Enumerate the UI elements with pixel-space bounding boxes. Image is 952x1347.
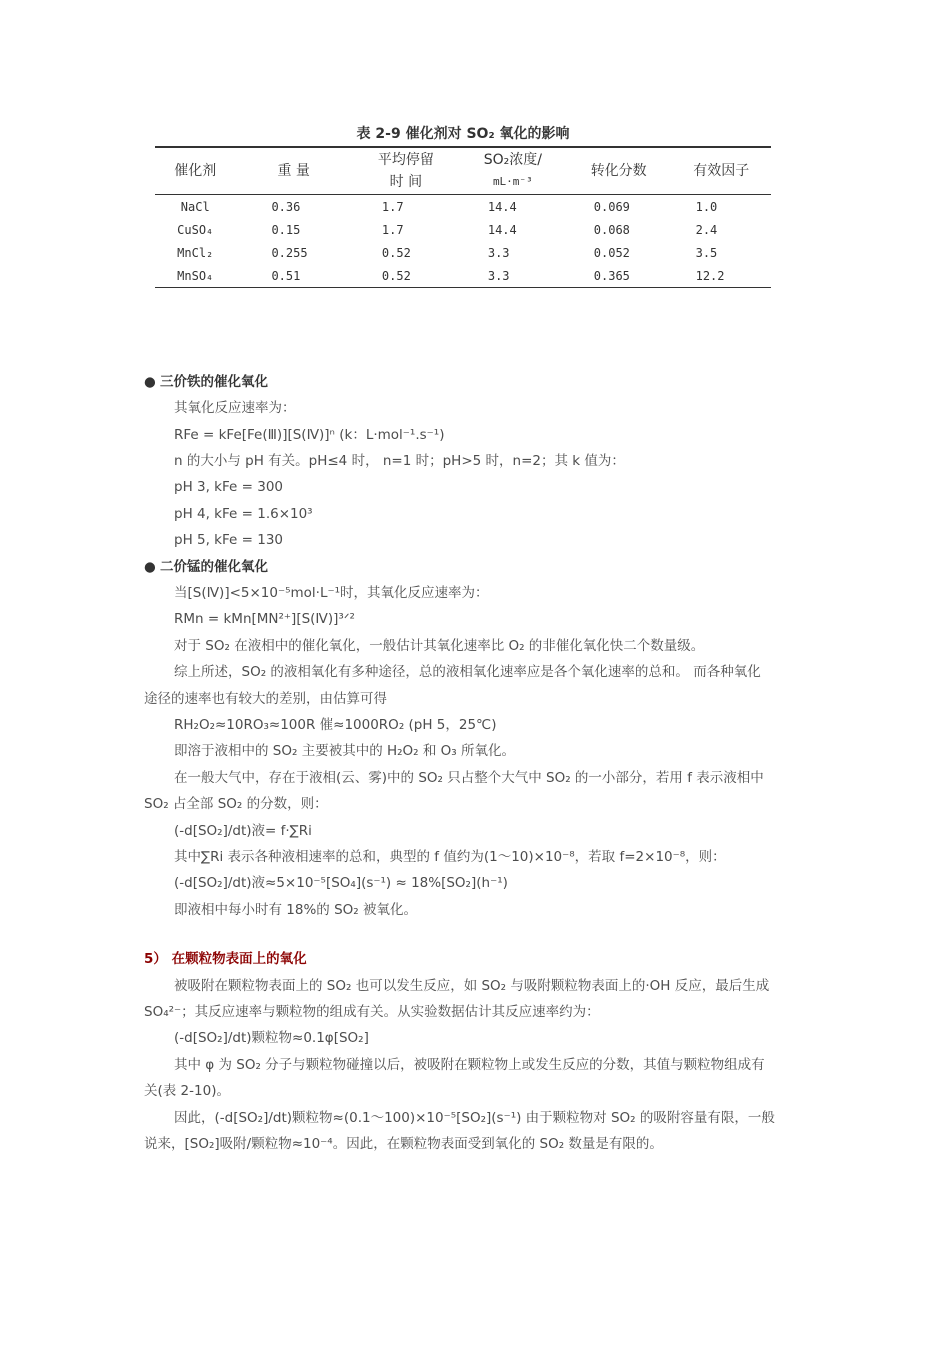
iron-ph5: pH 5, kFe = 130 — [174, 532, 283, 548]
iron-heading-text: 三价铁的催化氧化 — [160, 374, 268, 390]
cell-catalyst: MnSO₄ — [155, 264, 235, 288]
cell-catalyst: CuSO₄ — [177, 222, 214, 237]
header-so2-concentration — [460, 147, 566, 195]
table-row — [155, 241, 771, 264]
manganese-line-1: 当[S(Ⅳ)]<5×10⁻⁵mol·L⁻¹时，其氧化反应速率为： — [174, 585, 489, 601]
table-row — [155, 195, 771, 219]
manganese-heading-text: 二价锰的催化氧化 — [160, 559, 268, 575]
header-efficiency: 有效因子 — [672, 147, 771, 195]
iron-heading — [144, 372, 268, 392]
iron-ph4: pH 4, kFe = 1.6×10³ — [174, 506, 313, 522]
manganese-line-12: (-d[SO₂]/dt)液≈5×10⁻⁵[SO₄](s⁻¹) ≈ 18%[SO₂](h⁻¹) — [174, 875, 508, 891]
cell-conc: 3.3 — [487, 245, 510, 260]
manganese-line-9: SO₂ 占全部 SO₂ 的分数，则： — [144, 796, 328, 812]
header-residence-line2: 时 间 — [389, 174, 423, 190]
section5-line-1: 被吸附在颗粒物表面上的 SO₂ 也可以发生反应，如 SO₂ 与吸附颗粒物表面上的·OH 反应，最后生成 — [174, 978, 770, 994]
section5-heading: 5） 在颗粒物表面上的氧化 — [144, 951, 307, 967]
manganese-line-13: 即液相中每小时有 18%的 SO₂ 被氧化。 — [174, 902, 417, 918]
section5-line-2: SO₄²⁻；其反应速率与颗粒物的组成有关。从实验数据估计其反应速率约为： — [144, 1004, 600, 1020]
cell-conc: 3.3 — [460, 264, 566, 288]
cell-time: 0.52 — [352, 264, 460, 288]
manganese-line-10: (-d[SO₂]/dt)液= f·∑Ri — [174, 823, 312, 839]
manganese-line-6: RH₂O₂≈10RO₃≈100R 催≈1000RO₂ (pH 5，25℃) — [174, 717, 497, 733]
cell-conc: 14.4 — [487, 222, 517, 237]
table-title: 表 2-9 催化剂对 SO₂ 氧化的影响 — [356, 126, 570, 142]
bullet-icon: ● — [144, 374, 156, 390]
cell-conversion: 0.069 — [593, 199, 630, 214]
manganese-rate-equation: RMn = kMn[MN²⁺][S(Ⅳ)]³ᐟ² — [174, 611, 355, 627]
cell-weight: 0.51 — [235, 264, 351, 288]
bullet-icon: ● — [144, 559, 156, 575]
cell-catalyst: NaCl — [180, 199, 210, 214]
header-residence-time — [352, 147, 460, 195]
header-so2-line1: SO₂浓度/ — [483, 152, 542, 168]
manganese-line-8: 在一般大气中，存在于液相(云、雾)中的 SO₂ 只占整个大气中 SO₂ 的一小部分，若用 f 表示液相中 — [174, 770, 764, 786]
header-catalyst: 催化剂 — [155, 147, 235, 195]
table-row — [155, 264, 771, 288]
iron-line-1: 其氧化反应速率为： — [174, 400, 296, 416]
section5-line-7: 说来，[SO₂]吸附/颗粒物≈10⁻⁴。因此，在颗粒物表面受到氧化的 SO₂ 数量是有限的。 — [144, 1136, 663, 1152]
cell-weight: 0.255 — [271, 245, 308, 260]
header-so2-line2: mL·m⁻³ — [492, 175, 533, 188]
cell-weight: 0.15 — [271, 222, 301, 237]
cell-factor: 3.5 — [695, 245, 718, 260]
header-conversion: 转化分数 — [566, 147, 672, 195]
header-residence-line1: 平均停留 — [377, 152, 434, 168]
cell-factor: 1.0 — [695, 199, 718, 214]
cell-conc: 14.4 — [487, 199, 517, 214]
table-row — [155, 218, 771, 241]
cell-conversion: 0.052 — [593, 245, 630, 260]
cell-catalyst: MnCl₂ — [177, 245, 214, 260]
section5-line-3: (-d[SO₂]/dt)颗粒物≈0.1φ[SO₂] — [174, 1030, 369, 1046]
manganese-heading — [144, 557, 268, 577]
header-weight: 重 量 — [235, 147, 351, 195]
manganese-line-3: 对于 SO₂ 在液相中的催化氧化，一般估计其氧化速率比 O₂ 的非催化氧化快二个数量级。 — [174, 638, 705, 654]
iron-line-3: n 的大小与 pH 有关。pH≤4 时， n=1 时；pH>5 时，n=2；其 k 值为： — [174, 453, 625, 469]
cell-factor: 2.4 — [695, 222, 718, 237]
section5-line-5: 关(表 2-10)。 — [144, 1083, 230, 1099]
cell-conversion: 0.068 — [593, 222, 630, 237]
cell-conversion: 0.365 — [566, 264, 672, 288]
section5-line-6: 因此，(-d[SO₂]/dt)颗粒物≈(0.1～100)×10⁻⁵[SO₂](s⁻¹) 由于颗粒物对 SO₂ 的吸附容量有限，一般 — [174, 1110, 775, 1126]
manganese-line-11: 其中∑Ri 表示各种液相速率的总和，典型的 f 值约为(1～10)×10⁻⁸，若取 f=2×10⁻⁸，则： — [174, 849, 726, 865]
cell-weight: 0.36 — [271, 199, 301, 214]
manganese-line-5: 途径的速率也有较大的差别，由估算可得 — [144, 691, 387, 707]
manganese-line-4: 综上所述，SO₂ 的液相氧化有多种途径，总的液相氧化速率应是各个氧化速率的总和。 而各种氧化 — [174, 664, 761, 680]
cell-time: 0.52 — [381, 245, 411, 260]
cell-time: 1.7 — [381, 199, 404, 214]
cell-time: 1.7 — [381, 222, 404, 237]
iron-rate-equation: RFe = kFe[Fe(Ⅲ)][S(Ⅳ)]ⁿ (k：L·mol⁻¹.s⁻¹) — [174, 427, 445, 443]
section5-line-4: 其中 φ 为 SO₂ 分子与颗粒物碰撞以后，被吸附在颗粒物上或发生反应的分数，其值与颗粒物组成有 — [174, 1057, 765, 1073]
iron-ph3: pH 3, kFe = 300 — [174, 479, 283, 495]
table-header-row — [155, 147, 771, 195]
manganese-line-7: 即溶于液相中的 SO₂ 主要被其中的 H₂O₂ 和 O₃ 所氧化。 — [174, 743, 515, 759]
catalyst-table — [155, 146, 771, 288]
cell-factor: 12.2 — [672, 264, 771, 288]
